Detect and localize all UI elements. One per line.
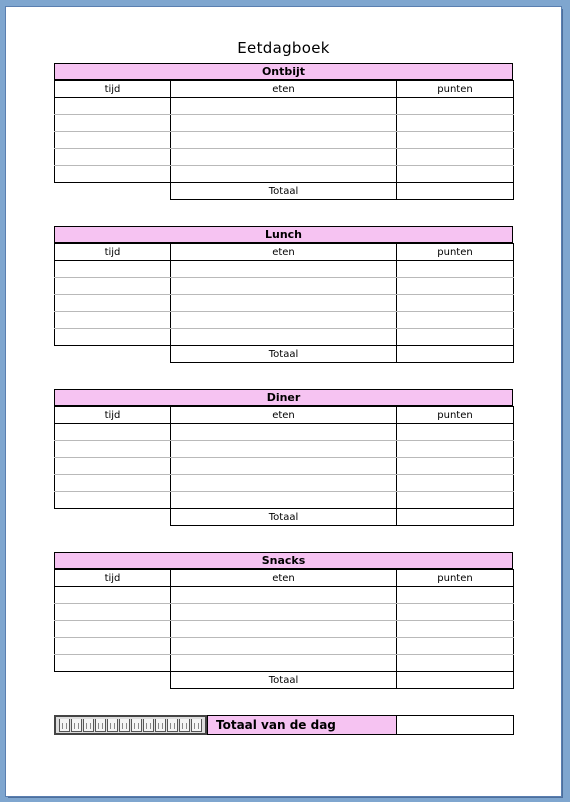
total-value-cell[interactable]	[397, 183, 514, 200]
water-glasses-tracker	[54, 715, 207, 735]
water-glass-icon[interactable]	[155, 719, 166, 732]
column-header-time: tijd	[55, 407, 171, 424]
time-cell[interactable]	[55, 278, 171, 295]
column-header-points: punten	[397, 570, 514, 587]
food-cell[interactable]	[171, 424, 397, 441]
points-cell[interactable]	[397, 166, 514, 183]
blank-cell	[55, 183, 171, 200]
time-cell[interactable]	[55, 621, 171, 638]
time-cell[interactable]	[55, 458, 171, 475]
total-value-cell[interactable]	[397, 672, 514, 689]
food-cell[interactable]	[171, 604, 397, 621]
time-cell[interactable]	[55, 98, 171, 115]
food-cell[interactable]	[171, 295, 397, 312]
food-cell[interactable]	[171, 441, 397, 458]
points-cell[interactable]	[397, 98, 514, 115]
meal-table	[54, 243, 514, 363]
meal-header: Snacks	[54, 552, 513, 569]
points-cell[interactable]	[397, 492, 514, 509]
points-cell[interactable]	[397, 424, 514, 441]
meal-table	[54, 80, 514, 200]
points-cell[interactable]	[397, 312, 514, 329]
blank-cell	[55, 346, 171, 363]
time-cell[interactable]	[55, 329, 171, 346]
points-cell[interactable]	[397, 587, 514, 604]
water-glass-icon[interactable]	[179, 719, 190, 732]
total-label: Totaal	[171, 509, 397, 526]
column-header-time: tijd	[55, 81, 171, 98]
points-cell[interactable]	[397, 278, 514, 295]
time-cell[interactable]	[55, 604, 171, 621]
time-cell[interactable]	[55, 312, 171, 329]
food-cell[interactable]	[171, 149, 397, 166]
food-cell[interactable]	[171, 312, 397, 329]
food-cell[interactable]	[171, 166, 397, 183]
total-value-cell[interactable]	[397, 346, 514, 363]
food-cell[interactable]	[171, 98, 397, 115]
meal-section-diner	[54, 389, 513, 526]
time-cell[interactable]	[55, 475, 171, 492]
time-cell[interactable]	[55, 295, 171, 312]
points-cell[interactable]	[397, 441, 514, 458]
column-header-time: tijd	[55, 244, 171, 261]
water-glass-icon[interactable]	[83, 719, 94, 732]
food-cell[interactable]	[171, 261, 397, 278]
points-cell[interactable]	[397, 261, 514, 278]
column-header-time: tijd	[55, 570, 171, 587]
food-cell[interactable]	[171, 638, 397, 655]
time-cell[interactable]	[55, 132, 171, 149]
food-cell[interactable]	[171, 475, 397, 492]
time-cell[interactable]	[55, 149, 171, 166]
water-glass-icon[interactable]	[131, 719, 142, 732]
points-cell[interactable]	[397, 132, 514, 149]
meal-header: Ontbijt	[54, 63, 513, 80]
points-cell[interactable]	[397, 295, 514, 312]
food-cell[interactable]	[171, 587, 397, 604]
time-cell[interactable]	[55, 424, 171, 441]
column-header-food: eten	[171, 407, 397, 424]
time-cell[interactable]	[55, 441, 171, 458]
meal-header: Diner	[54, 389, 513, 406]
meal-section-lunch	[54, 226, 513, 363]
water-glass-icon[interactable]	[71, 719, 82, 732]
water-glass-icon[interactable]	[167, 719, 178, 732]
time-cell[interactable]	[55, 655, 171, 672]
food-cell[interactable]	[171, 278, 397, 295]
blank-cell	[55, 672, 171, 689]
column-header-food: eten	[171, 244, 397, 261]
meal-section-snacks	[54, 552, 513, 689]
points-cell[interactable]	[397, 115, 514, 132]
time-cell[interactable]	[55, 492, 171, 509]
water-glass-icon[interactable]	[107, 719, 118, 732]
meal-table	[54, 569, 514, 689]
food-cell[interactable]	[171, 329, 397, 346]
meal-section-ontbijt	[54, 63, 513, 200]
day-total-label: Totaal van de dag	[207, 715, 397, 735]
time-cell[interactable]	[55, 587, 171, 604]
points-cell[interactable]	[397, 475, 514, 492]
water-glass-icon[interactable]	[191, 719, 202, 732]
points-cell[interactable]	[397, 458, 514, 475]
water-glass-icon[interactable]	[59, 719, 70, 732]
points-cell[interactable]	[397, 655, 514, 672]
total-label: Totaal	[171, 183, 397, 200]
food-cell[interactable]	[171, 115, 397, 132]
day-total-row	[54, 715, 514, 735]
points-cell[interactable]	[397, 604, 514, 621]
points-cell[interactable]	[397, 329, 514, 346]
total-label: Totaal	[171, 346, 397, 363]
meal-header: Lunch	[54, 226, 513, 243]
food-cell[interactable]	[171, 655, 397, 672]
food-cell[interactable]	[171, 132, 397, 149]
blank-cell	[55, 509, 171, 526]
water-glass-icon[interactable]	[95, 719, 106, 732]
total-value-cell[interactable]	[397, 509, 514, 526]
page-title: Eetdagboek	[237, 39, 330, 57]
time-cell[interactable]	[55, 638, 171, 655]
column-header-points: punten	[397, 244, 514, 261]
food-cell[interactable]	[171, 458, 397, 475]
column-header-points: punten	[397, 81, 514, 98]
points-cell[interactable]	[397, 149, 514, 166]
food-cell[interactable]	[171, 621, 397, 638]
food-cell[interactable]	[171, 492, 397, 509]
column-header-food: eten	[171, 81, 397, 98]
points-cell[interactable]	[397, 621, 514, 638]
time-cell[interactable]	[55, 166, 171, 183]
document-page	[6, 7, 561, 796]
day-total-value-cell[interactable]	[396, 715, 514, 735]
time-cell[interactable]	[55, 115, 171, 132]
column-header-food: eten	[171, 570, 397, 587]
points-cell[interactable]	[397, 638, 514, 655]
total-label: Totaal	[171, 672, 397, 689]
column-header-points: punten	[397, 407, 514, 424]
water-glass-icon[interactable]	[143, 719, 154, 732]
water-glass-icon[interactable]	[119, 719, 130, 732]
time-cell[interactable]	[55, 261, 171, 278]
meal-table	[54, 406, 514, 526]
